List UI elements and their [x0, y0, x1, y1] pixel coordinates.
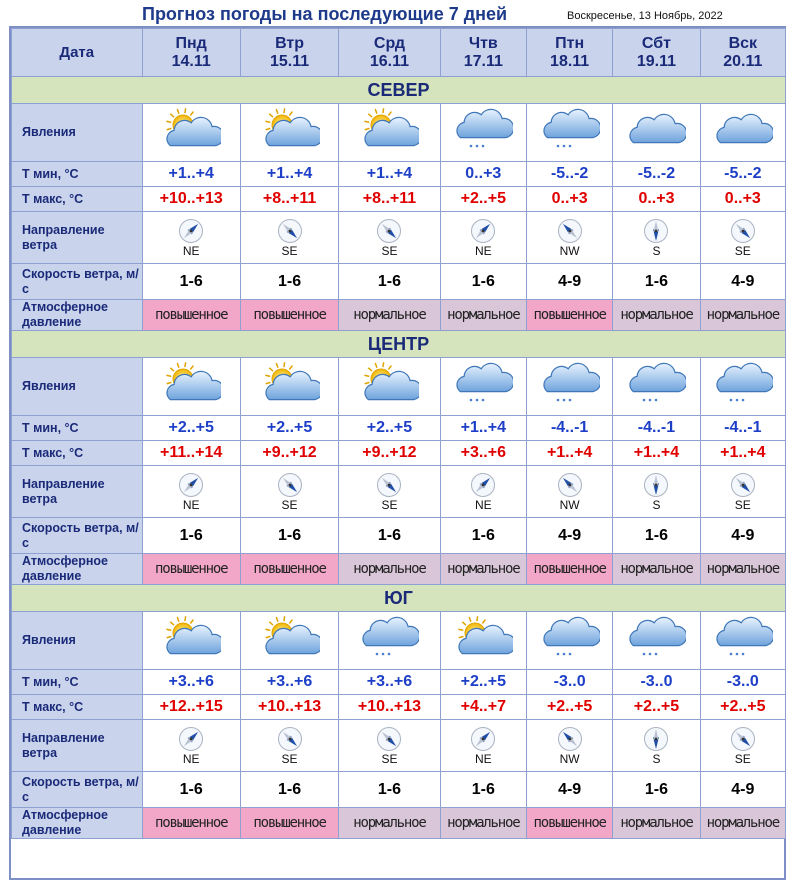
tmin-row: [12, 416, 785, 440]
tmax-cell: +9..+12: [339, 441, 439, 465]
wind-dir-cell: [527, 466, 612, 517]
cloud-snow-icon: [540, 362, 600, 412]
sun-cloud-icon: [260, 108, 320, 158]
tmin-cell: -3..0: [527, 670, 612, 694]
wind-dir-text: S: [652, 751, 661, 766]
wind-speed-cell: 1-6: [241, 772, 338, 807]
pressure-cell: повышенное: [143, 808, 240, 838]
day-header: [441, 29, 526, 76]
wind-speed-cell: 1-6: [143, 772, 240, 807]
wind-dir-cell: [527, 212, 612, 263]
day-date: 20.11: [723, 52, 763, 70]
wind-dir-cell: [441, 466, 526, 517]
wind-dir-cell: [701, 720, 785, 771]
wind-dir-row: [12, 720, 785, 771]
tmin-cell: +3..+6: [339, 670, 439, 694]
wind-speed-cell: 4-9: [527, 518, 612, 553]
pressure-row: [12, 554, 785, 584]
phenomena-cell: [143, 612, 240, 669]
header-row: [12, 29, 785, 76]
compass-icon: [470, 726, 496, 752]
wind-speed-cell: 1-6: [339, 772, 439, 807]
wind-dir-text: NE: [182, 243, 200, 258]
pressure-cell: повышенное: [527, 554, 612, 584]
cloud-icon: [626, 108, 686, 158]
wind-dir-cell: [527, 720, 612, 771]
cloud-snow-icon: [713, 616, 773, 666]
sun-cloud-icon: [260, 362, 320, 412]
region-header-row: [12, 77, 785, 103]
day-date: 15.11: [269, 52, 310, 70]
pressure-cell: нормальное: [339, 808, 439, 838]
wind-dir-row: [12, 466, 785, 517]
tmin-row: [12, 670, 785, 694]
row-label: Т макс, °С: [12, 441, 142, 465]
tmin-cell: -4..-1: [701, 416, 785, 440]
current-date: Воскресенье, 13 Ноябрь, 2022: [567, 10, 723, 22]
day-name: Вск: [728, 34, 758, 52]
pressure-cell: повышенное: [241, 300, 338, 330]
pressure-cell: нормальное: [441, 808, 526, 838]
wind-dir-text: NW: [559, 243, 580, 258]
tmin-row: [12, 162, 785, 186]
pressure-cell: повышенное: [241, 808, 338, 838]
wind-speed-cell: 4-9: [527, 264, 612, 299]
wind-speed-cell: 1-6: [441, 264, 526, 299]
wind-dir-text: SE: [734, 497, 751, 512]
tmax-row: [12, 187, 785, 211]
tmax-cell: +12..+15: [143, 695, 240, 719]
row-label: Явления: [12, 612, 142, 669]
wind-dir-cell: [143, 212, 240, 263]
wind-dir-cell: [613, 466, 699, 517]
day-header: [143, 29, 240, 76]
tmax-cell: +8..+11: [241, 187, 338, 211]
pressure-row: [12, 300, 785, 330]
wind-dir-text: SE: [381, 497, 398, 512]
compass-icon: [277, 218, 303, 244]
pressure-cell: нормальное: [613, 554, 699, 584]
row-label: Т макс, °С: [12, 187, 142, 211]
tmin-cell: -4..-1: [613, 416, 699, 440]
wind-dir-cell: [143, 720, 240, 771]
tmax-cell: +1..+4: [527, 441, 612, 465]
tmin-cell: -3..0: [701, 670, 785, 694]
phenomena-cell: [527, 358, 612, 415]
day-header: [527, 29, 612, 76]
cloud-snow-icon: [540, 616, 600, 666]
compass-icon: [730, 218, 756, 244]
wind-dir-cell: [339, 212, 439, 263]
phenomena-cell: [527, 612, 612, 669]
day-header: [241, 29, 338, 76]
row-label: Атмосферное давление: [12, 808, 142, 838]
wind-dir-text: NE: [474, 497, 492, 512]
date-header: Дата: [12, 29, 142, 76]
pressure-cell: повышенное: [241, 554, 338, 584]
phenomena-cell: [339, 612, 439, 669]
pressure-cell: нормальное: [701, 300, 785, 330]
day-header: [339, 29, 439, 76]
wind-dir-cell: [241, 212, 338, 263]
wind-dir-text: SE: [381, 751, 398, 766]
phenomena-cell: [339, 104, 439, 161]
tmax-cell: +3..+6: [441, 441, 526, 465]
pressure-cell: повышенное: [143, 554, 240, 584]
compass-icon: [470, 472, 496, 498]
compass-icon: [643, 726, 669, 752]
pressure-cell: нормальное: [613, 300, 699, 330]
tmax-cell: +4..+7: [441, 695, 526, 719]
phenomena-cell: [613, 612, 699, 669]
wind-dir-text: NE: [182, 751, 200, 766]
phenomena-cell: [143, 104, 240, 161]
region-header-row: [12, 585, 785, 611]
phenomena-row: [12, 358, 785, 415]
tmin-cell: 0..+3: [441, 162, 526, 186]
wind-dir-text: NW: [559, 751, 580, 766]
wind-speed-cell: 4-9: [701, 772, 785, 807]
tmax-cell: +2..+5: [613, 695, 699, 719]
tmax-cell: +8..+11: [339, 187, 439, 211]
wind-speed-cell: 4-9: [701, 264, 785, 299]
tmin-cell: +1..+4: [339, 162, 439, 186]
tmax-row: [12, 695, 785, 719]
compass-icon: [277, 472, 303, 498]
compass-icon: [178, 218, 204, 244]
row-label: Направление ветра: [12, 720, 142, 771]
wind-dir-cell: [613, 720, 699, 771]
wind-dir-cell: [143, 466, 240, 517]
region-name: ЮГ: [12, 585, 785, 611]
phenomena-cell: [527, 104, 612, 161]
region-header-row: [12, 331, 785, 357]
phenomena-cell: [613, 104, 699, 161]
sun-cloud-icon: [161, 362, 221, 412]
cloud-snow-icon: [540, 108, 600, 158]
row-label: Скорость ветра, м/с: [12, 772, 142, 807]
wind-speed-row: [12, 264, 785, 299]
phenomena-cell: [613, 358, 699, 415]
row-label: Скорость ветра, м/с: [12, 518, 142, 553]
region-name: ЦЕНТР: [12, 331, 785, 357]
phenomena-cell: [241, 104, 338, 161]
wind-dir-cell: [339, 466, 439, 517]
pressure-cell: нормальное: [613, 808, 699, 838]
tmax-row: [12, 441, 785, 465]
region-name: СЕВЕР: [12, 77, 785, 103]
tmin-cell: +1..+4: [143, 162, 240, 186]
wind-dir-text: SE: [281, 243, 298, 258]
wind-dir-cell: [441, 720, 526, 771]
pressure-cell: нормальное: [701, 554, 785, 584]
wind-speed-cell: 1-6: [613, 772, 699, 807]
pressure-cell: повышенное: [143, 300, 240, 330]
compass-icon: [178, 726, 204, 752]
wind-dir-cell: [241, 466, 338, 517]
cloud-snow-icon: [453, 108, 513, 158]
page-title: Прогноз погоды на последующие 7 дней: [142, 4, 508, 24]
cloud-snow-icon: [453, 362, 513, 412]
tmin-cell: -5..-2: [527, 162, 612, 186]
wind-speed-cell: 1-6: [441, 518, 526, 553]
row-label: Т мин, °С: [12, 670, 142, 694]
cloud-snow-icon: [626, 616, 686, 666]
phenomena-cell: [701, 358, 785, 415]
cloud-snow-icon: [713, 362, 773, 412]
pressure-cell: нормальное: [339, 300, 439, 330]
tmax-cell: +11..+14: [143, 441, 240, 465]
tmax-cell: +10..+13: [143, 187, 240, 211]
sun-cloud-icon: [359, 108, 419, 158]
wind-dir-text: NE: [474, 751, 492, 766]
wind-dir-text: SE: [381, 243, 398, 258]
pressure-cell: повышенное: [527, 808, 612, 838]
wind-speed-cell: 1-6: [339, 518, 439, 553]
cloud-snow-icon: [359, 616, 419, 666]
day-date: 17.11: [463, 52, 503, 70]
tmin-cell: -5..-2: [701, 162, 785, 186]
sun-cloud-icon: [161, 108, 221, 158]
tmax-cell: 0..+3: [701, 187, 785, 211]
tmin-cell: +3..+6: [143, 670, 240, 694]
pressure-row: [12, 808, 785, 838]
wind-speed-cell: 1-6: [613, 518, 699, 553]
wind-dir-cell: [241, 720, 338, 771]
row-label: Т макс, °С: [12, 695, 142, 719]
day-date: 16.11: [369, 52, 410, 70]
phenomena-cell: [441, 104, 526, 161]
forecast-table: [11, 28, 786, 839]
wind-dir-text: NE: [474, 243, 492, 258]
wind-dir-row: [12, 212, 785, 263]
row-label: Атмосферное давление: [12, 300, 142, 330]
tmin-cell: +2..+5: [143, 416, 240, 440]
tmin-cell: +2..+5: [339, 416, 439, 440]
phenomena-cell: [339, 358, 439, 415]
pressure-cell: нормальное: [339, 554, 439, 584]
tmin-cell: +2..+5: [441, 670, 526, 694]
phenomena-row: [12, 612, 785, 669]
tmax-cell: +10..+13: [339, 695, 439, 719]
day-name: Втр: [275, 34, 305, 52]
tmin-cell: -3..0: [613, 670, 699, 694]
tmax-cell: +10..+13: [241, 695, 338, 719]
wind-speed-cell: 1-6: [441, 772, 526, 807]
row-label: Скорость ветра, м/с: [12, 264, 142, 299]
pressure-cell: нормальное: [441, 300, 526, 330]
day-name: Сбт: [641, 34, 671, 52]
compass-icon: [557, 726, 583, 752]
sun-cloud-icon: [161, 616, 221, 666]
phenomena-cell: [701, 104, 785, 161]
tmin-cell: +2..+5: [241, 416, 338, 440]
pressure-cell: нормальное: [441, 554, 526, 584]
wind-speed-cell: 1-6: [143, 264, 240, 299]
tmax-cell: 0..+3: [527, 187, 612, 211]
wind-speed-cell: 4-9: [701, 518, 785, 553]
wind-speed-cell: 1-6: [143, 518, 240, 553]
wind-speed-cell: 4-9: [527, 772, 612, 807]
row-label: Т мин, °С: [12, 416, 142, 440]
tmax-cell: +9..+12: [241, 441, 338, 465]
cloud-snow-icon: [626, 362, 686, 412]
phenomena-cell: [441, 612, 526, 669]
compass-icon: [470, 218, 496, 244]
wind-dir-text: SE: [281, 751, 298, 766]
row-label: Т мин, °С: [12, 162, 142, 186]
day-date: 19.11: [636, 52, 677, 70]
phenomena-cell: [143, 358, 240, 415]
compass-icon: [277, 726, 303, 752]
phenomena-cell: [441, 358, 526, 415]
tmax-cell: +2..+5: [527, 695, 612, 719]
wind-speed-row: [12, 518, 785, 553]
compass-icon: [557, 472, 583, 498]
row-label: Явления: [12, 104, 142, 161]
compass-icon: [730, 726, 756, 752]
wind-speed-cell: 1-6: [613, 264, 699, 299]
tmin-cell: +1..+4: [241, 162, 338, 186]
compass-icon: [643, 472, 669, 498]
wind-speed-cell: 1-6: [241, 264, 338, 299]
wind-dir-cell: [441, 212, 526, 263]
compass-icon: [178, 472, 204, 498]
tmax-cell: +1..+4: [701, 441, 785, 465]
phenomena-cell: [241, 358, 338, 415]
phenomena-cell: [241, 612, 338, 669]
wind-dir-text: NE: [182, 497, 200, 512]
compass-icon: [376, 218, 402, 244]
forecast-frame: [9, 26, 786, 880]
wind-speed-cell: 1-6: [339, 264, 439, 299]
tmin-cell: +1..+4: [441, 416, 526, 440]
wind-dir-cell: [701, 466, 785, 517]
day-name: Пнд: [175, 34, 207, 52]
wind-speed-row: [12, 772, 785, 807]
tmin-cell: -4..-1: [527, 416, 612, 440]
day-name: Чтв: [468, 34, 498, 52]
day-date: 18.11: [550, 52, 590, 70]
day-name: Срд: [373, 34, 405, 52]
tmax-cell: +2..+5: [701, 695, 785, 719]
wind-speed-cell: 1-6: [241, 518, 338, 553]
tmin-cell: +3..+6: [241, 670, 338, 694]
wind-dir-text: SE: [281, 497, 298, 512]
compass-icon: [730, 472, 756, 498]
wind-dir-text: NW: [559, 497, 580, 512]
pressure-cell: нормальное: [701, 808, 785, 838]
wind-dir-text: SE: [734, 243, 751, 258]
compass-icon: [643, 218, 669, 244]
wind-dir-text: S: [652, 243, 661, 258]
day-header: [701, 29, 785, 76]
sun-cloud-icon: [453, 616, 513, 666]
wind-dir-cell: [339, 720, 439, 771]
tmax-cell: 0..+3: [613, 187, 699, 211]
row-label: Атмосферное давление: [12, 554, 142, 584]
row-label: Направление ветра: [12, 212, 142, 263]
cloud-icon: [713, 108, 773, 158]
tmax-cell: +1..+4: [613, 441, 699, 465]
compass-icon: [376, 726, 402, 752]
tmin-cell: -5..-2: [613, 162, 699, 186]
day-date: 14.11: [171, 52, 211, 70]
day-header: [613, 29, 699, 76]
compass-icon: [557, 218, 583, 244]
wind-dir-cell: [701, 212, 785, 263]
row-label: Направление ветра: [12, 466, 142, 517]
phenomena-cell: [701, 612, 785, 669]
day-name: Птн: [555, 34, 585, 52]
pressure-cell: повышенное: [527, 300, 612, 330]
sun-cloud-icon: [260, 616, 320, 666]
phenomena-row: [12, 104, 785, 161]
row-label: Явления: [12, 358, 142, 415]
compass-icon: [376, 472, 402, 498]
tmax-cell: +2..+5: [441, 187, 526, 211]
wind-dir-cell: [613, 212, 699, 263]
sun-cloud-icon: [359, 362, 419, 412]
wind-dir-text: S: [652, 497, 661, 512]
wind-dir-text: SE: [734, 751, 751, 766]
